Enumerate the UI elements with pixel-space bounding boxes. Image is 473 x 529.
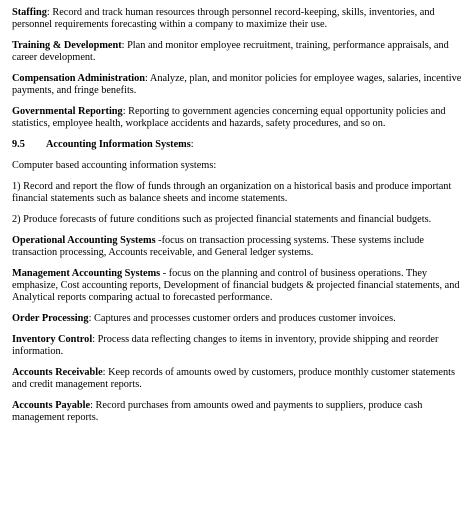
paragraph-compensation-administration: [12, 73, 465, 97]
paragraph-operational-accounting: [12, 235, 465, 259]
section-number: 9.5: [12, 139, 25, 150]
definition-governmental-reporting: Reporting to government agencies concerning equal opportunity policies and statistics, employee health, workplace accidents and hazards, safety procedures, and so on.: [12, 106, 446, 129]
term-staffing: Staffing: [12, 7, 47, 18]
paragraph-training-development: [12, 40, 465, 64]
term-accounts-receivable: Accounts Receivable: [12, 367, 103, 378]
paragraph-accounts-receivable: [12, 367, 465, 391]
term-accounts-payable: Accounts Payable: [12, 400, 91, 411]
definition-order-processing: Captures and processes customer orders and produces customer invoices.: [94, 313, 396, 324]
separator: :: [121, 40, 128, 51]
definition-compensation-administration: Analyze, plan, and monitor policies for employee wages, salaries, incentive payments, and fringe benefits.: [12, 73, 462, 96]
separator: -: [160, 268, 169, 279]
separator: :: [46, 7, 53, 18]
separator: :: [88, 313, 94, 324]
paragraph-staffing: [12, 7, 465, 31]
section-title: Accounting Information Systems: [46, 139, 191, 150]
paragraph-governmental-reporting: [12, 106, 465, 130]
definition-staffing: Record and track human resources through personnel record-keeping, skills, inventories, and personnel requirements forecasting within a company to maximize their use.: [12, 7, 435, 30]
list-item-2: 2) Produce forecasts of future conditions such as projected financial statements and financial budgets.: [12, 214, 432, 225]
definition-training-development: Plan and monitor employee recruitment, training, performance appraisals, and career development.: [12, 40, 449, 63]
section-suffix: :: [190, 139, 194, 150]
separator: :: [122, 106, 129, 117]
term-operational-accounting: Operational Accounting Systems: [12, 235, 156, 246]
definition-management-accounting: focus on the planning and control of business operations. They emphasize, Cost accounting reports, Development of financial budgets & projected financial statements, and Analytical reports comparing actual to forecasted performance.: [12, 268, 460, 303]
term-governmental-reporting: Governmental Reporting: [12, 106, 123, 117]
separator: :: [90, 400, 96, 411]
section-heading: [12, 139, 465, 151]
paragraph-order-processing: [12, 313, 465, 325]
term-inventory-control: Inventory Control: [12, 334, 93, 345]
intro-text: Computer based accounting information systems:: [12, 160, 217, 171]
paragraph-inventory-control: [12, 334, 465, 358]
separator: :: [92, 334, 98, 345]
separator: :: [145, 73, 150, 84]
definition-operational-accounting: focus on transaction processing systems. These systems include transaction processing, Accounts receivable, and General ledger systems.: [12, 235, 424, 258]
term-compensation-administration: Compensation Administration: [12, 73, 146, 84]
paragraph-accounts-payable: [12, 400, 465, 424]
definition-accounts-receivable: Keep records of amounts owed by customers, produce monthly customer statements and credit management reports.: [12, 367, 455, 390]
term-management-accounting: Management Accounting Systems: [12, 268, 161, 279]
list-item-1: 1) Record and report the flow of funds through an organization on a historical basis and produce important financial statements such as balance sheets and income statements.: [12, 181, 452, 204]
separator: -: [155, 235, 162, 246]
separator: :: [102, 367, 109, 378]
paragraph-management-accounting: [12, 268, 465, 304]
definition-inventory-control: Process data reflecting changes to items in inventory, provide shipping and reorder information.: [12, 334, 439, 357]
definition-accounts-payable: Record purchases from amounts owed and payments to suppliers, produce cash management reports.: [12, 400, 423, 423]
term-order-processing: Order Processing: [12, 313, 89, 324]
term-training-development: Training & Development: [12, 40, 122, 51]
